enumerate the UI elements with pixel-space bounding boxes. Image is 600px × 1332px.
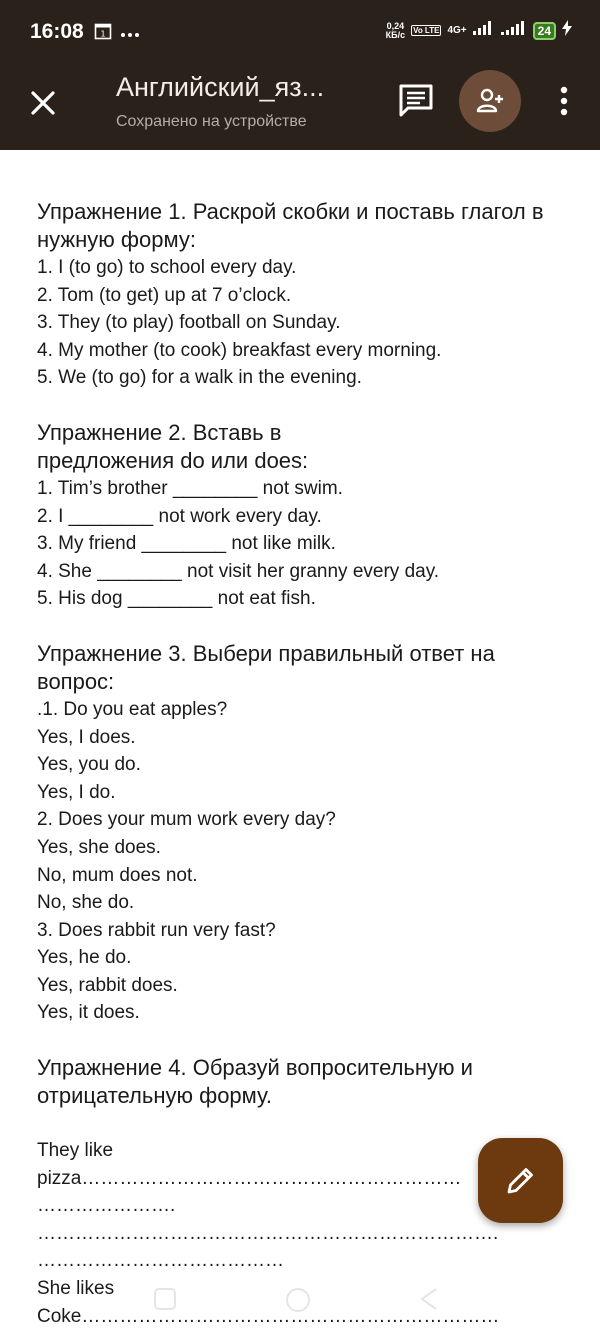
list-item: 3. My friend ________ not like milk.	[37, 533, 336, 555]
exercise-2-heading-line2: предложения do или does:	[37, 447, 309, 473]
document-title: Английский_яз...	[116, 72, 325, 102]
exercise-3-heading: Упражнение 3. Выбери правильный ответ на вопрос:	[37, 640, 495, 694]
list-item: She likes	[37, 1278, 115, 1300]
list-item: Yes, you do.	[37, 754, 141, 776]
nav-back-icon[interactable]	[416, 1286, 442, 1317]
close-icon	[26, 107, 60, 124]
network-type: 4G+	[447, 25, 467, 36]
list-item: Coke…………………………………………………………	[37, 1305, 500, 1327]
list-item: pizza……………………………………………………	[37, 1167, 462, 1189]
list-item: 1. I (to go) to school every day.	[37, 257, 297, 278]
list-item: 4. My mother (to cook) breakfast every morning.	[37, 339, 442, 361]
list-item: No, mum does not.	[37, 864, 198, 886]
list-item: Yes, I does.	[37, 726, 136, 748]
exercise-1	[37, 198, 577, 392]
list-item: 5. His dog ________ not eat fish.	[37, 588, 316, 610]
exercise-4-heading: Упражнение 4. Образуй вопросительную и отрицательную форму.	[37, 1055, 473, 1109]
list-item: ………………….	[37, 1195, 176, 1217]
battery-indicator: 24	[533, 22, 556, 40]
list-item: No, she do.	[37, 892, 135, 914]
list-item: Yes, she does.	[37, 836, 161, 858]
list-item: 2. Does your mum work every day?	[37, 809, 336, 831]
more-vertical-icon	[552, 107, 576, 124]
list-item: Yes, I do.	[37, 781, 116, 803]
status-time: 16:08	[30, 20, 84, 43]
list-item: …………………………………	[37, 1250, 284, 1272]
exercise-2-label: Упражнение 2.	[37, 419, 187, 445]
nav-home-icon[interactable]	[284, 1286, 312, 1319]
exercise-1-label: Упражнение 1.	[37, 199, 187, 224]
exercise-2-heading: Упражнение 2. Вставь в	[37, 419, 282, 445]
net-speed: 0,24 КБ/с	[385, 20, 406, 40]
list-item: 2. Tom (to get) up at 7 o’clock.	[37, 284, 292, 306]
comments-button[interactable]	[398, 82, 436, 120]
exercise-1-heading: Упражнение 1. Раскрой скобки и поставь глагол в нужную форму:	[37, 199, 544, 252]
list-item: Yes, it does.	[37, 1002, 140, 1024]
close-button[interactable]	[26, 86, 60, 120]
svg-text:1: 1	[100, 29, 106, 39]
list-item: 3. Does rabbit run very fast?	[37, 919, 276, 941]
charging-icon	[562, 20, 572, 41]
list-item: ……………………………………………………………….	[37, 1222, 499, 1244]
signal-icon	[473, 21, 495, 40]
list-item: 2. I ________ not work every day.	[37, 505, 322, 527]
list-item: 4. She ________ not visit her granny every day.	[37, 560, 440, 582]
share-button[interactable]	[459, 70, 521, 132]
list-item: 5. We (to go) for a walk in the evening.	[37, 367, 362, 389]
list-item: Yes, rabbit does.	[37, 974, 178, 996]
save-status: Сохранено на устройстве	[116, 113, 307, 130]
list-item: .1. Do you eat apples?	[37, 698, 228, 720]
signal-icon-2	[501, 21, 527, 40]
app-bar	[0, 66, 600, 150]
exercise-3	[37, 640, 577, 1027]
list-item: 3. They (to play) football on Sunday.	[37, 312, 341, 334]
list-item: 1. Tim’s brother ________ not swim.	[37, 477, 343, 499]
exercise-2	[37, 419, 577, 613]
calendar-notification-icon	[94, 22, 112, 45]
volte-badge: Vo LTE	[413, 26, 440, 35]
comment-icon	[398, 105, 434, 122]
list-item: They like	[37, 1140, 114, 1162]
exercise-3-label: Упражнение 3	[37, 640, 181, 666]
list-item: Yes, he do.	[37, 947, 132, 969]
status-bar	[0, 0, 600, 66]
nav-recents-icon[interactable]	[152, 1286, 178, 1317]
exercise-4-label: Упражнение 4.	[37, 1055, 187, 1081]
more-options-button[interactable]	[552, 84, 576, 120]
more-notifications-icon	[120, 25, 140, 43]
edit-button[interactable]	[478, 1138, 563, 1223]
